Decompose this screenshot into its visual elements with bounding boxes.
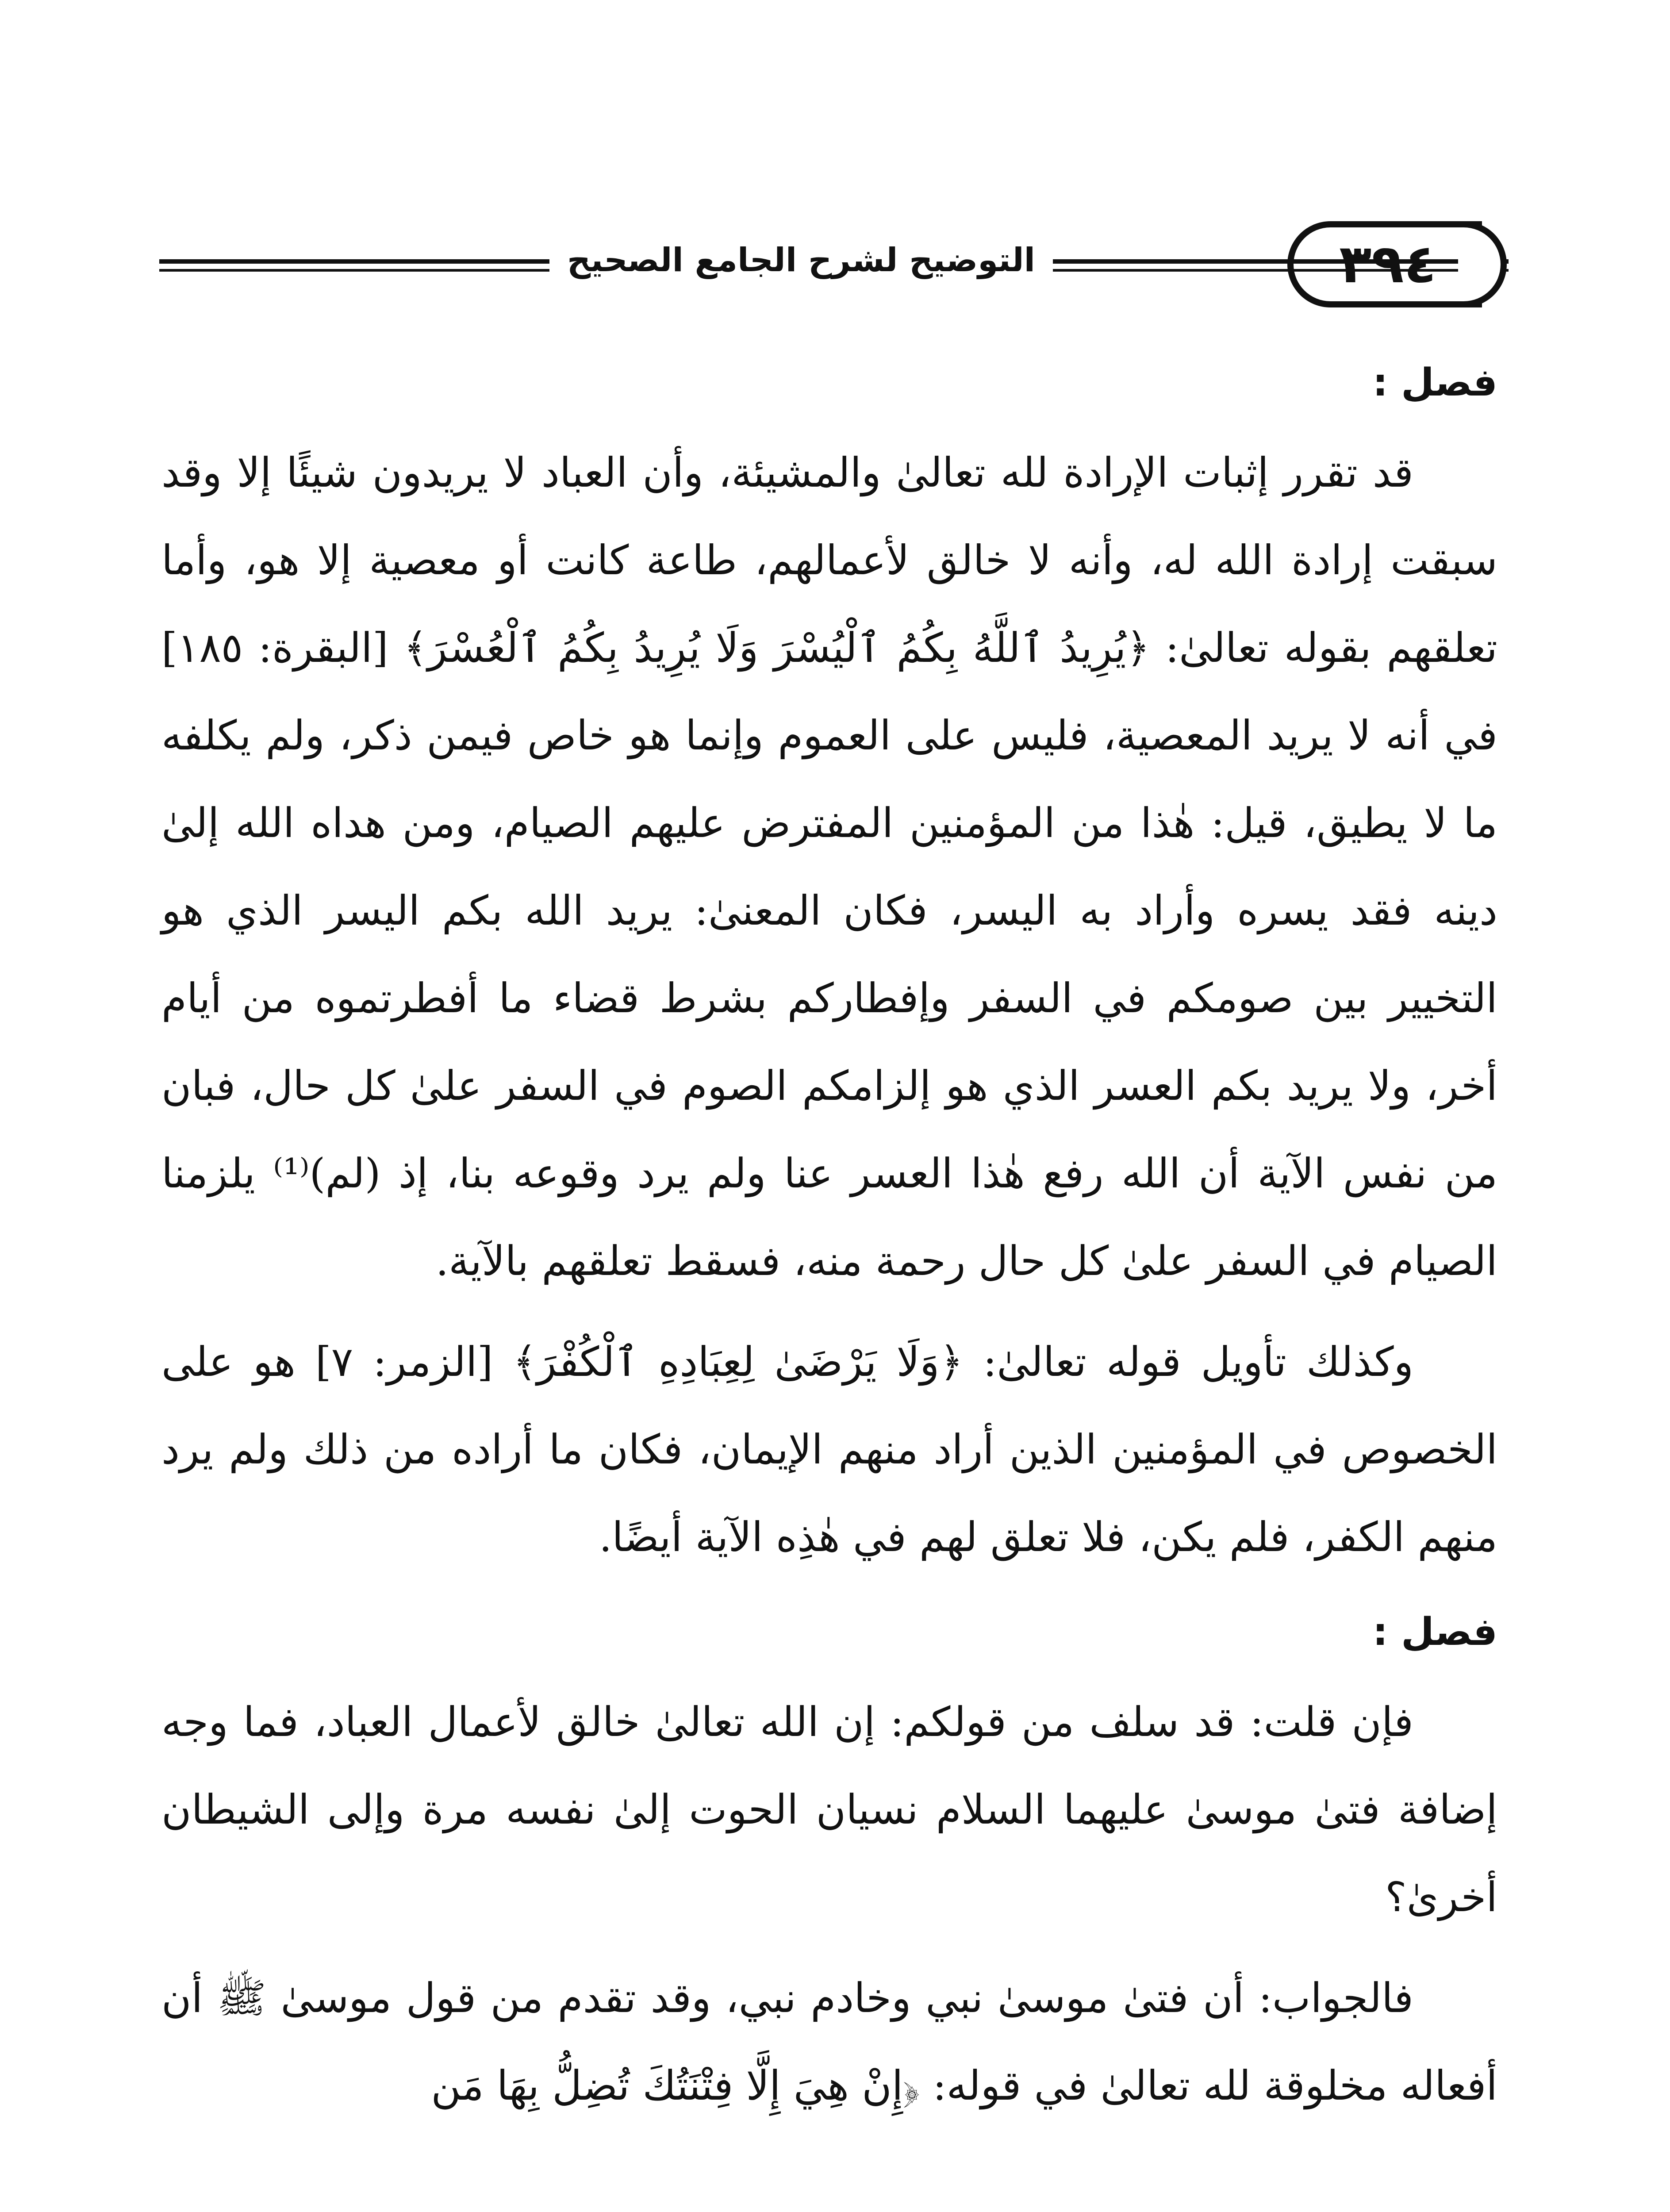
main-text (161, 345, 1497, 2143)
paragraph: قد تقرر إثبات الإرادة لله تعالىٰ والمشيئة، وأن العباد لا يريدون شيئًا إلا وقد سبقت إرادة الله له، وأنه لا خالق لأعمالهم، طاعة كانت أو معصية إلا هو، وأما تعلقهم بقوله تعالىٰ: ﴿يُرِيدُ ٱللَّهُ بِكُمُ ٱلْيُسْرَ وَلَا يُرِيدُ بِكُمُ ٱلْعُسْرَ﴾ [البقرة: ١٨٥] في أنه لا يريد المعصية، فليس على العموم وإنما هو خاص فيمن ذكر، ولم يكلفه ما لا يطيق، قيل: هٰذا من المؤمنين المفترض عليهم الصيام، ومن هداه الله إلىٰ دينه فقد يسره وأراد به اليسر، فكان المعنىٰ: يريد الله بكم اليسر الذي هو التخيير بين صومكم في السفر وإفطاركم بشرط قضاء ما أفطرتموه من أيام أخر، ولا يريد بكم العسر الذي هو إلزامكم الصوم في السفر علىٰ كل حال، فبان من نفس الآية أن الله رفع هٰذا العسر عنا ولم يرد وقوعه بنا، إذ (لم)⁽¹⁾ يلزمنا الصيام في السفر علىٰ كل حال رحمة منه، فسقط تعلقهم بالآية. (161, 449, 1497, 1285)
page-number-badge (1287, 221, 1482, 307)
page-number: ٣٩٤ (1339, 234, 1436, 295)
running-header (159, 221, 1509, 310)
paragraph: فإن قلت: قد سلف من قولكم: إن الله تعالىٰ خالق لأعمال العباد، فما وجه إضافة فتىٰ موسىٰ عليهما السلام نسيان الحوت إلىٰ نفسه مرة وإلى الشيطان أخرىٰ؟ (161, 1698, 1497, 1921)
paragraph: فالجواب: أن فتىٰ موسىٰ نبي وخادم نبي، وقد تقدم من قول موسىٰ ﷺ أن أفعاله مخلوقة لله تعالىٰ في قوله: ﴿إِنْ هِيَ إِلَّا فِتْنَتُكَ تُضِلُّ بِهَا مَن (161, 1974, 1497, 2109)
running-title: التوضيح لشرح الجامع الصحيح (549, 241, 1053, 279)
section-heading: فصل : (1372, 361, 1497, 405)
section-heading: فصل : (1372, 1610, 1497, 1654)
paragraph: وكذلك تأويل قوله تعالىٰ: ﴿وَلَا يَرْضَىٰ لِعِبَادِهِ ٱلْكُفْرَ﴾ [الزمر: ٧] هو على الخصوص في المؤمنين الذين أراد منهم الإيمان، فكان ما أراده من ذلك ولم يرد منهم الكفر، فلم يكن، فلا تعلق لهم في هٰذِه الآية أيضًا. (161, 1338, 1497, 1561)
